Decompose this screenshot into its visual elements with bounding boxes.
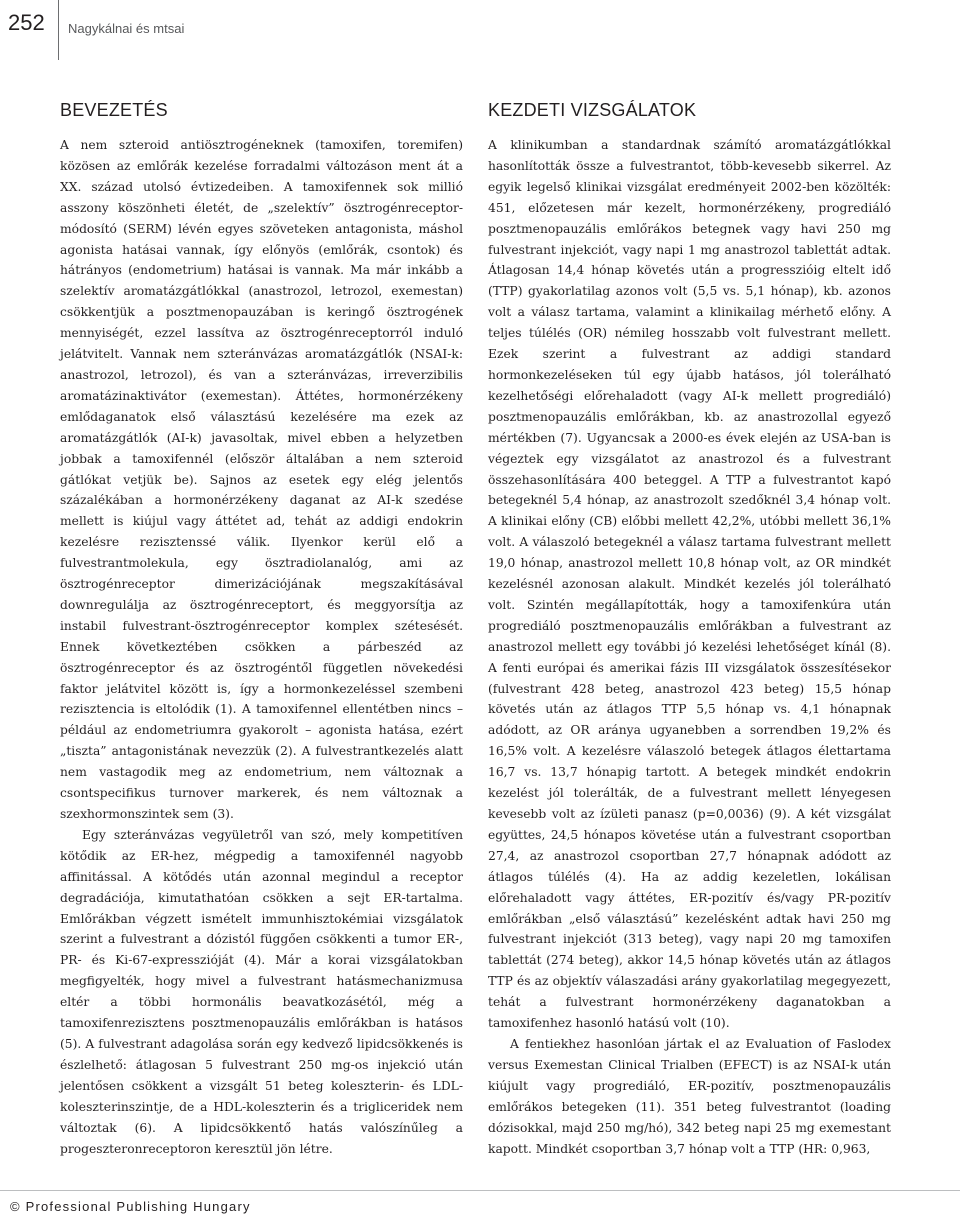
paragraph: A nem szteroid antiösztrogéneknek (tamoxifen, toremifen) közösen az emlőrák kezelése forradalmi változáson ment át a XX. század utolsó évtizedeiben. A tamoxifennek sok millió asszony köszönheti életét, de „szelektív” ösztrogénreceptor-módosító (SERM) lévén egyes szöveteken antagonista, máshol agonista hatásai vannak, így előnyös (emlőrák, csontok) és hátrányos (endometrium) hatásai is vannak. Ma már inkább a szelektív aromatázgátlókkal (anastrozol, letrozol, exemestan) csökkentjük a posztmenopauzában is keringő ösztrogének mennyiségét, ezzel lassítva az ösztrogénreceptorról induló jelátvitelt. Vannak nem szteránvázas aromatázgátlók (NSAI-k: anastrozol, letrozol), és van a szteránvázas, irreverzibilis aromatázinaktivátor (exemestan). Áttétes, hormonérzékeny emlődaganatok első választású kezelésére ma ezek az aromatázgátlók (AI-k) javasoltak, mivel ebben a helyzetben jobbak a tamoxifennél (először általában a nem szteroid gátlókat vetjük be). Sajnos az esetek egy elég jelentős százalékában a hormonérzékeny daganat az AI-k szedése mellett is kiújul vagy áttétet ad, tehát az addigi endokrin kezelésre rezisztenssé válik. Ilyenkor kerül elő a fulvestrantmolekula, egy ösztradiolanalóg, ami az ösztrogénreceptor dimerizációjának megszakításával downregulálja az ösztrogénreceptort, és meggyorsítja az instabil fulvestrant-ösztrogénreceptor komplex szétesését. Ennek következtében csökken a párbeszéd az ösztrogénreceptor és az ösztrogéntől független növekedési faktor jelátvitel között is, így a hormonkezeléssel szembeni rezisztencia is eltolódik (1). A tamoxifennel ellentétben nincs – például az endometriumra gyakorolt – agonista hatása, ezért „tiszta” antagonistának nevezzük (2). A fulvestrantkezelés alatt nem vastagodik meg az endometrium, nem változnak a csontspecifikus turnover markerek, és nem változnak a szexhormonszintek sem (3). <box>60 138 463 821</box>
section-heading-kezdeti-vizsgalatok: KEZDETI VIZSGÁLATOK <box>488 100 697 120</box>
left-column <box>60 100 463 1159</box>
paragraph: A fentiekhez hasonlóan jártak el az Evaluation of Faslodex versus Exemestan Clinical Trialben (EFECT) is az NSAI-k után kiújult vagy progrediáló, ER-pozitív, posztmenopauzális emlőrákos betegeken (11). 351 beteg fulvestrantot (loading dózisokkal, majd 250 mg/hó), 342 beteg napi 25 mg exemestant kapott. Mindkét csoportban 3,7 hónap volt a TTP (HR: 0,963, <box>488 1036 891 1156</box>
page-number: 252 <box>8 10 45 35</box>
footer-copyright: © Professional Publishing Hungary <box>10 1199 251 1214</box>
header-divider <box>58 0 59 60</box>
running-head: Nagykálnai és mtsai <box>68 21 185 36</box>
right-column <box>488 100 891 1159</box>
section-heading-bevezetes: BEVEZETÉS <box>60 100 168 120</box>
page-header <box>0 0 960 60</box>
paragraph: A klinikumban a standardnak számító aromatázgátlókkal hasonlították össze a fulvestrantot, több-kevesebb sikerrel. Az egyik legelső klinikai vizsgálat eredményeit 2002-ben közölték: 451, előzetesen már kezelt, hormonérzékeny, progrediáló posztmenopauzális emlőrákos betegnek vagy havi 250 mg fulvestrant injekciót, vagy napi 1 mg anastrozol tablettát adtak. Átlagosan 14,4 hónap követés után a progresszióig eltelt idő (TTP) gyakorlatilag azonos volt (5,5 vs. 5,1 hónap), kb. azonos volt a válasz tartama, valamint a klinikailag mérhető előny. A teljes túlélés (OR) némileg hosszabb volt fulvestrant mellett. Ezek szerint a fulvestrant az addigi standard hormonkezeléseken túl egy újabb hatásos, jól tolerálható kezelhetőségi előrehaladott (vagy AI-k mellett progrediáló) posztmenopauzális emlőrákban, kb. az anastrozollal egyező mértékben (7). Ugyancsak a 2000-es évek elején az USA-ban is végeztek egy vizsgálatot az anastrozol és a fulvestrant összehasonlítására 400 beteggel. A TTP a fulvestrantot kapó betegeknél 5,4 hónap, az anastrozolt szedőknél 3,4 hónap volt. A klinikai előny (CB) előbbi mellett 42,2%, utóbbi mellett 36,1% volt. A válaszoló betegeknél a válasz tartama fulvestrant mellett 19,0 hónap, anastrozol mellett 10,8 hónap volt, az OR mindkét kezelésnél azonosan alakult. Mindkét kezelés jól tolerálható volt. Szintén megállapították, hogy a tamoxifenkúra után progrediáló posztmenopauzális emlőrákban a fulvestrant az anastrozol mellett egy további jó kezelési lehetőséget kínál (8). A fenti európai és amerikai fázis III vizsgálatok összesítésekor (fulvestrant 428 beteg, anastrozol 423 beteg) 15,5 hónap követés után az átlagos TTP 5,5 hónap vs. 4,1 hónapnak adódott, az OR aránya ugyanebben a sorrendben 19,2% és 16,5% volt. A kezelésre válaszoló betegek átlagos élettartama 16,7 vs. 13,7 hónapig tartott. A betegek mindkét endokrin kezelést jól tolerálták, de a fulvestrant mellett lényegesen kevesebb volt az ízületi panasz (p=0,0036) (9). A két vizsgálat együttes, 24,5 hónapos követése után a fulvestrant csoportban 27,4, az anastrozol csoportban 27,7 hónapnak adódott az átlagos túlélés (4). Ha az addig kezeletlen, lokálisan előrehaladott vagy áttétes, ER-pozitív és/vagy PR-pozitív emlőrákban „első választású” kezelésként adtak havi 250 mg fulvestrant injekciót (313 beteg), vagy napi 20 mg tamoxifen tablettát (274 beteg), akkor 14,5 hónap követés után az átlagos TTP és az objektív válaszadási arány gyakorlatilag megegyezett, tehát a fulvestrant hormonérzékeny daganatokban a tamoxifenhez hasonló hatású volt (10). <box>488 138 891 1031</box>
paragraph: Egy szteránvázas vegyületről van szó, mely kompetitíven kötődik az ER-hez, mégpedig a tamoxifennél nagyobb affinitással. A kötődés után azonnal megindul a receptor degradációja, kimutathatóan csökken a sejt ER-tartalma. Emlőrákban végzett ismételt immunhisztokémiai vizsgálatok szerint a fulvestrant a dózistól függően csökkenti a tumor ER-, PR- és Ki-67-expresszióját (4). Már a korai vizsgálatokban megfigyelték, hogy mivel a fulvestrant hatásmechanizmusa eltér a többi hormonális beavatkozásétól, még a tamoxifenrezisztens posztmenopauzális emlőrákban is hatásos (5). A fulvestrant adagolása során egy kedvező lipidcsökkenés is észlelhető: átlagosan 5 fulvestrant 250 mg-os injekció után jelentősen csökkent a vizsgált 51 beteg koleszterin- és LDL-koleszterinszintje, de a HDL-koleszterin és a trigliceridek nem változtak (6). A lipidcsökkentő hatás valószínűleg a progeszteronreceptoron keresztül jön létre. <box>60 827 463 1156</box>
footer-divider <box>0 1190 960 1191</box>
